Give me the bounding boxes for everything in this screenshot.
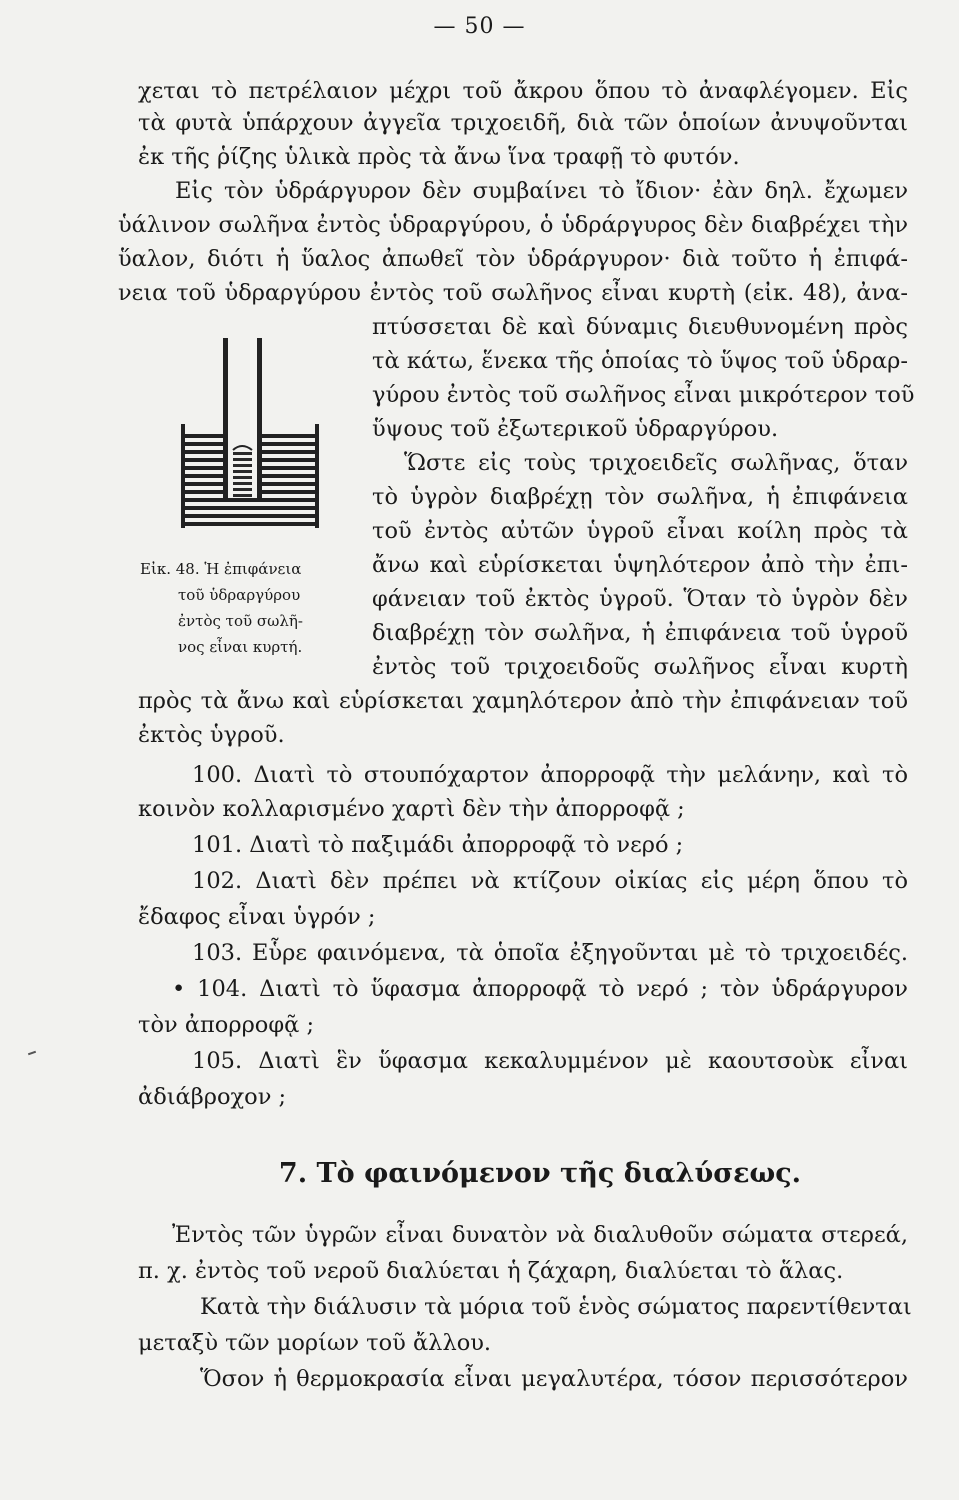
text-line: γύρου ἐντὸς τοῦ σωλῆνος εἶναι μικρότερον τοῦ (372, 382, 915, 408)
text-line: ὑάλινον σωλῆνα ἐντὸς ὑδραργύρου, ὁ ὑδράργυρος δὲν διαβρέχει τὴν (118, 212, 908, 238)
question-line: τὸν ἀπορροφᾷ ; (138, 1012, 315, 1038)
figure-caption-line: ἐντὸς τοῦ σωλῆ- (178, 612, 303, 630)
question-line: 103. Εὗρε φαινόμενα, τὰ ὁποῖα ἐξηγοῦνται μὲ τὸ τριχοειδές. (192, 940, 908, 966)
margin-mark (28, 1051, 36, 1056)
page-number: — 50 — (433, 14, 526, 39)
text-line: πρὸς τὰ ἄνω καὶ εὑρίσκεται χαμηλότερον ἀπὸ τὴν ἐπιφάνειαν τοῦ (138, 688, 908, 714)
vessel-left-wall (181, 424, 185, 528)
text-line: φάνειαν τοῦ ἐκτὸς ὑγροῦ. Ὅταν τὸ ὑγρὸν δὲν (372, 586, 908, 612)
text-line: νεια τοῦ ὑδραργύρου ἐντὸς τοῦ σωλῆνος εἶναι κυρτὴ (εἰκ. 48), ἀνα- (118, 280, 908, 306)
text-line: Κατὰ τὴν διάλυσιν τὰ μόρια τοῦ ἑνὸς σώματος παρεντίθενται (200, 1294, 912, 1320)
figure-caption-line: τοῦ ὑδραργύρου (178, 586, 301, 604)
text-line: Ὅσον ἡ θερμοκρασία εἶναι μεγαλυτέρα, τόσον περισσότερον (200, 1366, 908, 1392)
text-line: ὕαλον, διότι ἡ ὕαλος ἀπωθεῖ τὸν ὑδράργυρον· διὰ τοῦτο ἡ ἐπιφά- (118, 246, 908, 272)
figure-caption-line: Εἰκ. 48. Ἡ ἐπιφάνεια (140, 560, 302, 578)
question-line: 100. Διατὶ τὸ στουπόχαρτον ἀπορροφᾷ τὴν μελάνην, καὶ τὸ (192, 762, 908, 788)
text-line: ἐντὸς τοῦ τριχοειδοῦς σωλῆνος εἶναι κυρτὴ (372, 654, 908, 680)
question-line: ἔδαφος εἶναι ὑγρόν ; (138, 904, 376, 930)
tube-mercury-level (233, 446, 252, 497)
text-line: Ὥστε εἰς τοὺς τριχοειδεῖς σωλῆνας, ὅταν (404, 450, 908, 476)
question-line: • 104. Διατὶ τὸ ὕφασμα ἀπορροφᾷ τὸ νερό ; τὸν ὑδράργυρον (172, 976, 908, 1002)
figure-caption-line: νος εἶναι κυρτή. (178, 638, 303, 656)
question-line: 102. Διατὶ δὲν πρέπει νὰ κτίζουν οἰκίας εἰς μέρη ὅπου τὸ (192, 868, 908, 894)
text-line: μεταξὺ τῶν μορίων τοῦ ἄλλου. (138, 1330, 492, 1356)
text-line: τὸ ὑγρὸν διαβρέχῃ τὸν σωλῆνα, ἡ ἐπιφάνεια (372, 484, 908, 510)
question-line: 101. Διατὶ τὸ παξιμάδι ἀπορροφᾷ τὸ νερό ; (192, 832, 684, 858)
text-line: τὰ κάτω, ἕνεκα τῆς ὁποίας τὸ ὕψος τοῦ ὑδραρ- (372, 348, 908, 374)
figure-48-mercury-tube (175, 334, 325, 530)
text-line: διαβρέχῃ τὸν σωλῆνα, ἡ ἐπιφάνεια τοῦ ὑγροῦ (372, 620, 908, 646)
text-line: ἐκ τῆς ῥίζης ὑλικὰ πρὸς τὰ ἄνω ἵνα τραφῇ τὸ φυτόν. (138, 144, 740, 170)
text-line: τὰ φυτὰ ὑπάρχουν ἀγγεῖα τριχοειδῆ, διὰ τῶν ὁποίων ἀνυψοῦνται (138, 110, 908, 136)
text-line: Ἐντὸς τῶν ὑγρῶν εἶναι δυνατὸν νὰ διαλυθοῦν σώματα στερεά, (172, 1222, 908, 1248)
text-line: ἐκτὸς ὑγροῦ. (138, 722, 285, 748)
section-heading: 7. Τὸ φαινόμενον τῆς διαλύσεως. (278, 1158, 802, 1189)
text-line: π. χ. ἐντὸς τοῦ νεροῦ διαλύεται ἡ ζάχαρη, διαλύεται τὸ ἅλας. (138, 1258, 844, 1284)
question-line: κοινὸν κολλαρισμένο χαρτὶ δὲν τὴν ἀπορροφᾷ ; (138, 796, 685, 822)
text-line: τοῦ ἐντὸς αὐτῶν ὑγροῦ εἶναι κοίλη πρὸς τὰ (372, 518, 908, 544)
text-line: ὕψους τοῦ ἐξωτερικοῦ ὑδραργύρου. (372, 416, 779, 442)
mercury-tube-illustration (175, 334, 325, 530)
text-line: χεται τὸ πετρέλαιον μέχρι τοῦ ἄκρου ὅπου τὸ ἀναφλέγομεν. Εἰς (138, 78, 908, 104)
vessel-right-wall (315, 424, 319, 528)
text-line: πτύσσεται δὲ καὶ δύναμις διευθυνομένη πρὸς (372, 314, 908, 340)
tube-left-wall (223, 338, 228, 498)
text-line: Εἰς τὸν ὑδράργυρον δὲν συμβαίνει τὸ ἴδιον· ἐὰν δηλ. ἔχωμεν (175, 178, 908, 204)
text-line: ἄνω καὶ εὑρίσκεται ὑψηλότερον ἀπὸ τὴν ἐπι- (372, 552, 908, 578)
question-line: ἀδιάβροχον ; (138, 1084, 287, 1110)
tube-right-wall (257, 338, 262, 498)
question-line: 105. Διατὶ ἓν ὕφασμα κεκαλυμμένον μὲ καουτσοὺκ εἶναι (192, 1048, 908, 1074)
